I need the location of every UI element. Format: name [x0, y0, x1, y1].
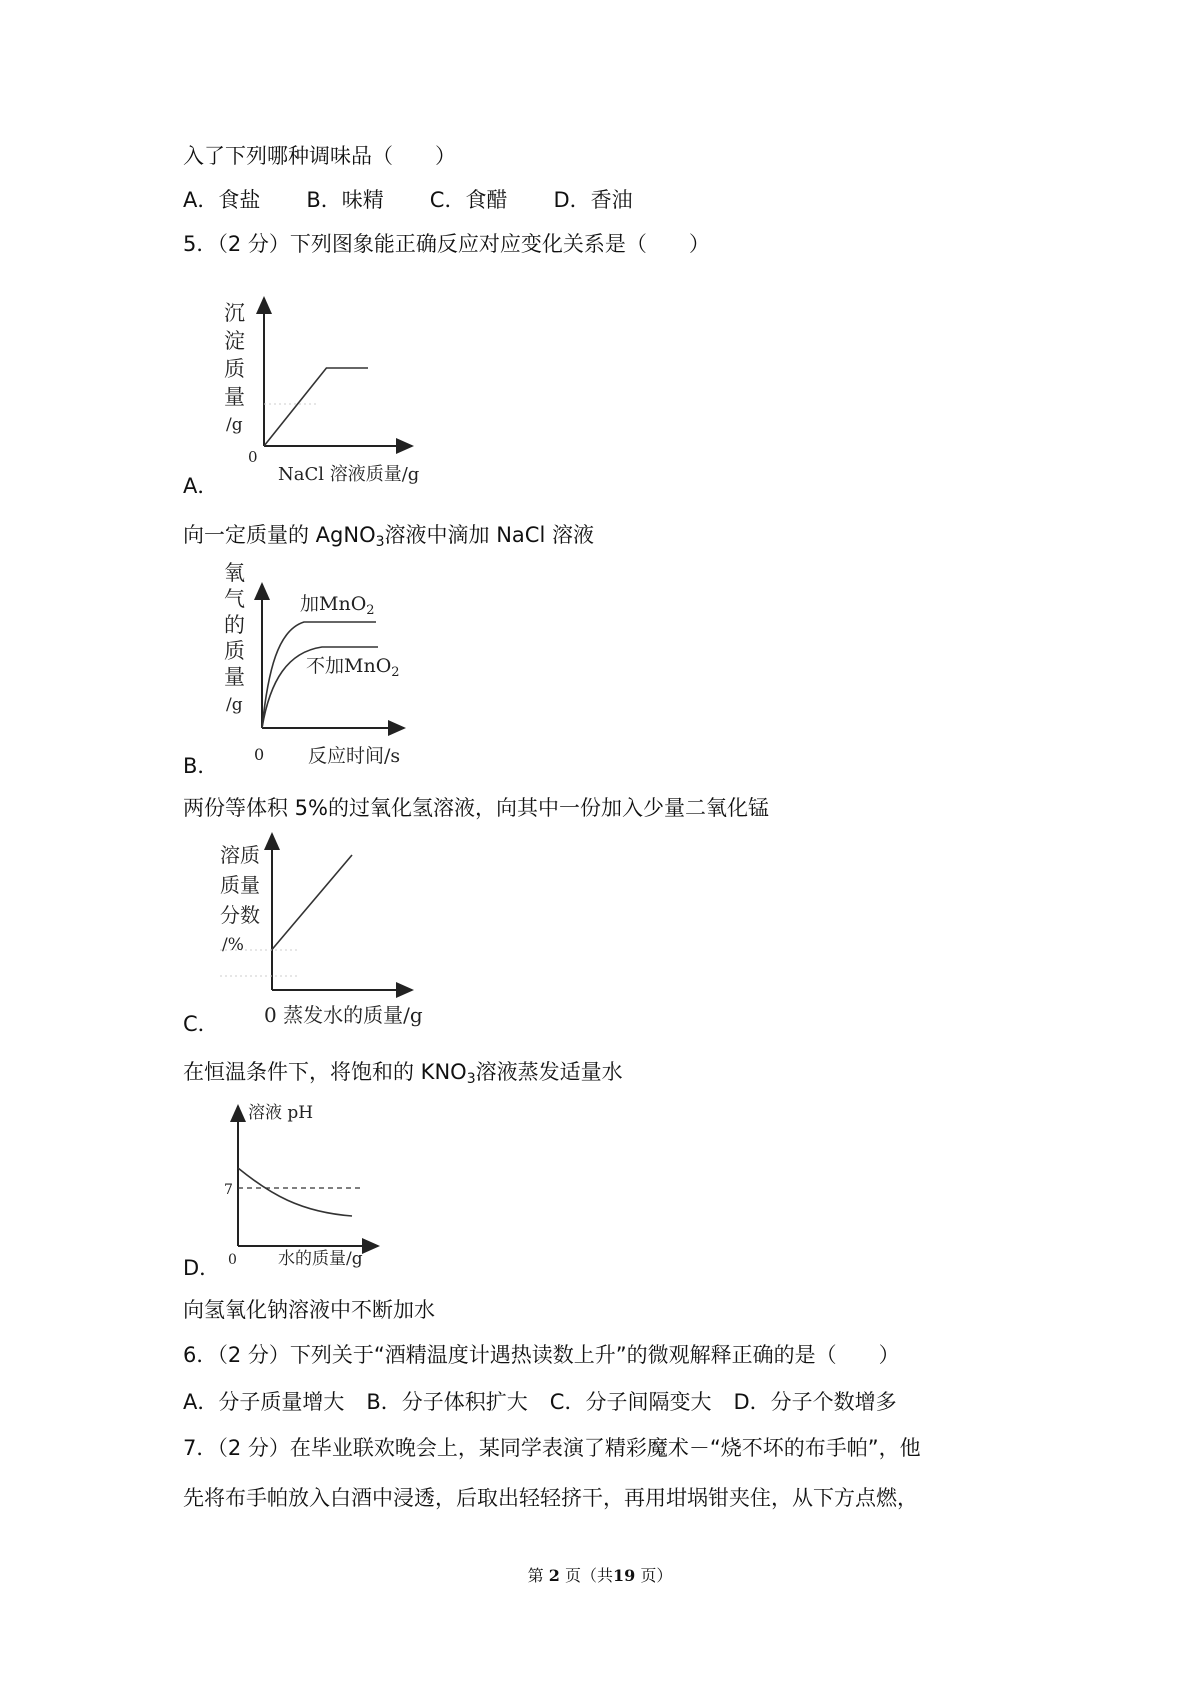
q7-line-1: 7．（2 分）在毕业联欢晚会上，某同学表演了精彩魔术－“烧不坏的布手帕”，他 [183, 1436, 921, 1460]
chart-a-y-char: 质 [224, 357, 245, 381]
q5-option-a-label: A． [183, 474, 219, 498]
chart-b-y-char: 气 [224, 587, 245, 611]
q4-option-c: C．食醋 [429, 188, 508, 212]
chart-b-x-label: 反应时间/s [308, 745, 401, 767]
q5-stem: 5．（2 分）下列图象能正确反应对应变化关系是（ ） [183, 232, 710, 256]
chart-a-origin: 0 [248, 448, 258, 466]
q5-option-b-caption: 两份等体积 5%的过氧化氢溶液，向其中一份加入少量二氧化锰 [183, 796, 769, 820]
chart-c-y-unit: /% [222, 935, 244, 955]
chart-b-legend-without-mno2: 不加MnO$_2$ [306, 655, 400, 680]
chart-a-x-label: NaCl 溶液质量/g [278, 464, 420, 485]
chart-b-y-char: 质 [224, 639, 245, 663]
q5-option-c-label: C． [183, 1012, 219, 1036]
chart-c-y-text: 分数 [220, 903, 260, 927]
chart-d-origin: 0 [228, 1252, 237, 1268]
chart-c-y-text: 溶质 [220, 843, 260, 867]
chart-b-y-unit: /g [226, 695, 243, 715]
chart-c [200, 826, 440, 1034]
q4-tail: 入了下列哪种调味品（ ） [183, 144, 456, 168]
q6-options [183, 1388, 897, 1416]
chart-b-origin: 0 [254, 745, 265, 764]
q4-option-d: D．香油 [553, 188, 633, 212]
q6-option-b: B．分子体积扩大 [366, 1390, 528, 1414]
chart-c-y-label [220, 843, 260, 955]
chart-d-x-label: 水的质量/g [278, 1249, 363, 1269]
chart-b-y-label [224, 561, 245, 715]
chart-d-reference-label: 7 [224, 1182, 233, 1198]
q5-option-d-label: D． [183, 1256, 221, 1280]
chart-a [200, 290, 440, 500]
q6-option-a: A．分子质量增大 [183, 1390, 345, 1414]
chart-c-y-text: 质量 [220, 873, 260, 897]
q7-line-2: 先将布手帕放入白酒中浸透，后取出轻轻挤干，再用坩埚钳夹住，从下方点燃， [183, 1486, 918, 1510]
q6-option-d: D．分子个数增多 [733, 1390, 897, 1414]
q5-option-c-caption: 在恒温条件下，将饱和的 $KNO_3$溶液蒸发适量水 [183, 1060, 623, 1087]
q4-option-a: A．食盐 [183, 188, 261, 212]
chart-a-y-label [224, 301, 245, 435]
chart-a-y-char: 量 [224, 385, 245, 409]
chart-b-y-char: 氧 [224, 561, 245, 585]
chart-d [200, 1098, 400, 1278]
chart-a-y-char: 沉 [224, 301, 245, 325]
chart-b [200, 560, 440, 774]
q4-options [183, 186, 633, 214]
q4-option-b: B．味精 [306, 188, 384, 212]
q6-option-c: C．分子间隔变大 [549, 1390, 712, 1414]
chart-b-legend-with-mno2: 加MnO$_2$ [300, 593, 375, 618]
chart-b-y-char: 量 [224, 665, 245, 689]
q6-stem: 6．（2 分）下列关于“酒精温度计遇热读数上升”的微观解释正确的是（ ） [183, 1343, 900, 1367]
chart-a-series-line [264, 368, 368, 446]
chart-d-series-line [238, 1168, 352, 1216]
page-footer: 第 2 页（共19 页） [527, 1566, 673, 1585]
chart-a-y-unit: /g [226, 415, 243, 435]
q5-option-b-label: B． [183, 754, 219, 778]
q5-option-d-caption: 向氢氧化钠溶液中不断加水 [183, 1298, 435, 1322]
chart-a-y-char: 淀 [224, 329, 245, 353]
q5-option-a-caption: 向一定质量的 AgNO$_3$溶液中滴加 NaCl 溶液 [183, 523, 594, 550]
chart-b-y-char: 的 [224, 613, 245, 637]
chart-c-x-label: 0 蒸发水的质量/g [264, 1003, 423, 1027]
chart-c-series-line [272, 855, 352, 950]
chart-d-y-label: 溶液 pH [248, 1103, 314, 1123]
